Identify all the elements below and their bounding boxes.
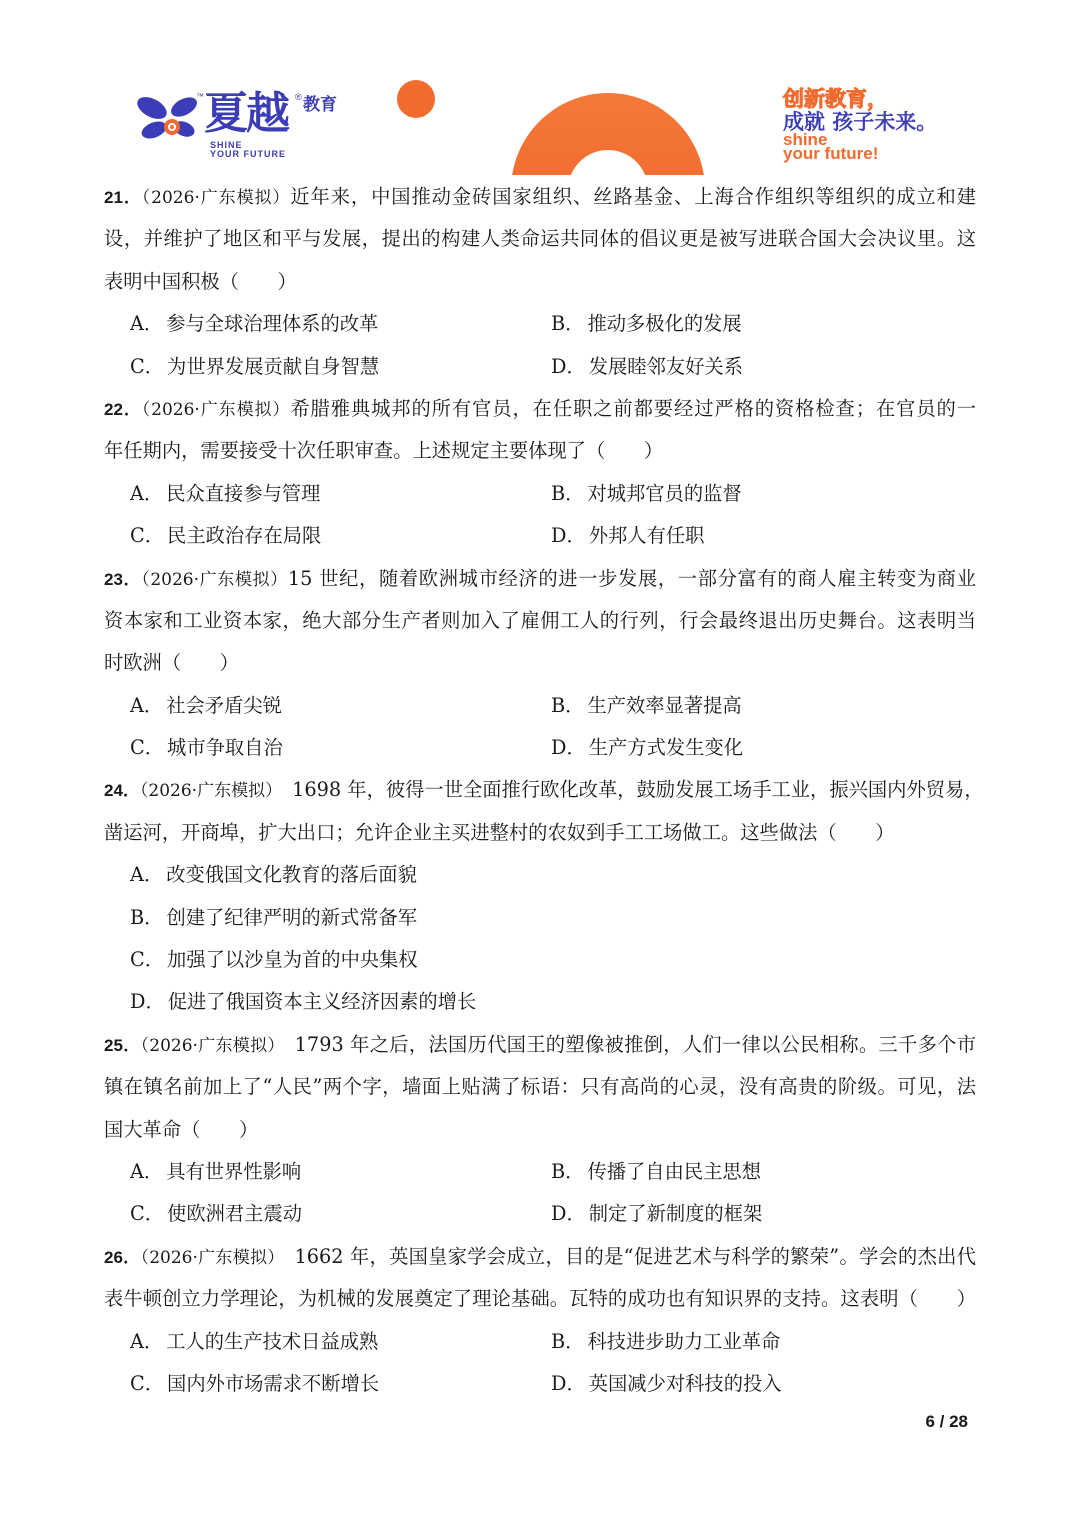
- option-label: C．: [130, 948, 165, 972]
- option-label: A．: [130, 1159, 164, 1183]
- orange-arch-decoration: [505, 90, 715, 180]
- slogan-line-1: 创新教育，: [783, 87, 888, 111]
- option-label: B．: [130, 905, 164, 929]
- option-a: [130, 1151, 551, 1193]
- option-text: 科技进步助力工业革命: [587, 1329, 781, 1353]
- option-label: A．: [130, 312, 164, 336]
- question-source: （2026·广东模拟）: [139, 781, 283, 802]
- option-text: 改变俄国文化教育的落后面貌: [166, 863, 417, 887]
- slogan-line-2: 成就 孩子未来。: [783, 110, 938, 134]
- option-text: 参与全球治理体系的改革: [166, 312, 379, 336]
- question-23: [104, 558, 976, 770]
- option-b: [551, 1151, 972, 1193]
- question-line: 国大革命（ ）: [104, 1117, 259, 1141]
- option-label: D．: [551, 524, 586, 548]
- option-label: B．: [551, 1159, 585, 1183]
- option-c: [130, 346, 551, 388]
- option-text: 城市争取自治: [167, 736, 283, 760]
- question-text: 希腊雅典城邦的所有官员，在任职之前都要经过严格的资格检查；在官员的一: [290, 396, 976, 420]
- option-label: A．: [130, 1329, 164, 1353]
- option-text: 制定了新制度的框架: [588, 1202, 763, 1226]
- option-d: [551, 727, 972, 769]
- option-list: [104, 1151, 976, 1236]
- option-label: C．: [130, 736, 165, 760]
- option-label: B．: [551, 1329, 585, 1353]
- option-text: 推动多极化的发展: [587, 312, 742, 336]
- option-text: 使欧洲君主震动: [167, 1202, 303, 1226]
- question-source: （2026·广东模拟）: [141, 188, 291, 208]
- option-text: 英国减少对科技的投入: [588, 1371, 782, 1395]
- option-a: [130, 1321, 551, 1363]
- question-line: [104, 388, 976, 430]
- option-label: C．: [130, 354, 165, 378]
- option-b: [130, 897, 976, 939]
- brand-suffix: 教育: [303, 95, 337, 115]
- question-number: 25．: [104, 1035, 141, 1055]
- question-21: [104, 176, 976, 388]
- option-b: [551, 685, 972, 727]
- option-text: 国内外市场需求不断增长: [167, 1371, 380, 1395]
- page-number: 6 / 28: [925, 1412, 968, 1431]
- option-text: 创建了纪律严明的新式常备军: [166, 905, 418, 929]
- question-number: 21．: [104, 188, 142, 207]
- option-list: [104, 473, 976, 558]
- question-number: 22．: [104, 399, 142, 419]
- question-text: 15 世纪，随着欧洲城市经济的进一步发展，一部分富有的商人雇主转变为商业: [287, 566, 976, 590]
- option-list: [104, 685, 976, 770]
- option-text: 具有世界性影响: [166, 1159, 302, 1183]
- option-d: [551, 515, 972, 557]
- option-text: 民主政治存在局限: [167, 524, 322, 548]
- orange-dot-decoration: [397, 80, 435, 118]
- option-label: B．: [551, 693, 585, 717]
- option-d: [551, 1363, 972, 1405]
- option-text: 传播了自由民主思想: [587, 1159, 761, 1183]
- option-label: A．: [130, 481, 164, 505]
- option-label: D．: [551, 354, 586, 378]
- question-24: [104, 769, 984, 1023]
- question-text: 1698 年，彼得一世全面推行欧化改革，鼓励发展工场手工业，振兴国内外贸易，: [292, 778, 984, 802]
- question-source: （2026·广东模拟）: [141, 569, 288, 590]
- option-c: [130, 939, 976, 981]
- option-text: 工人的生产技术日益成熟: [166, 1329, 379, 1353]
- question-line: [104, 176, 976, 218]
- brand-tagline-1: SHINE: [210, 140, 243, 150]
- registered-mark: ®: [295, 92, 302, 102]
- option-label: D．: [130, 990, 165, 1014]
- question-line: [104, 558, 976, 600]
- option-text: 社会矛盾尖锐: [166, 693, 282, 717]
- question-source: （2026·广东模拟）: [140, 1035, 285, 1056]
- question-line: 时欧洲（ ）: [104, 651, 239, 675]
- page-header: [0, 0, 1080, 176]
- option-label: A．: [130, 863, 164, 887]
- option-d: [551, 346, 972, 388]
- option-label: C．: [130, 524, 165, 548]
- option-list: [104, 1321, 976, 1406]
- question-list: [104, 176, 984, 1405]
- option-c: [130, 515, 551, 557]
- option-a: [130, 473, 551, 515]
- option-text: 生产效率显著提高: [587, 693, 742, 717]
- option-a: [130, 854, 976, 896]
- question-number: 26．: [104, 1247, 141, 1267]
- option-text: 促进了俄国资本主义经济因素的增长: [167, 990, 477, 1014]
- question-line: [104, 769, 984, 811]
- option-b: [551, 1321, 972, 1363]
- question-line: [104, 1236, 976, 1278]
- option-a: [130, 303, 551, 345]
- question-line: 表明中国积极（ ）: [104, 269, 297, 293]
- option-c: [130, 1193, 551, 1235]
- question-source: （2026·广东模拟）: [141, 399, 291, 420]
- option-label: C．: [130, 1202, 165, 1226]
- option-list: [104, 303, 976, 388]
- option-d: [130, 981, 976, 1023]
- option-text: 为世界发展贡献自身智慧: [167, 354, 380, 378]
- option-d: [551, 1193, 972, 1235]
- question-text: 1793 年之后，法国历代国王的塑像被推倒，人们一律以公民相称。三千多个市: [294, 1032, 976, 1056]
- option-c: [130, 727, 551, 769]
- slogan-line-4: your future!: [783, 144, 879, 163]
- option-text: 发展睦邻友好关系: [588, 354, 743, 378]
- question-number: 24．: [104, 781, 140, 801]
- slogan-line-3: shine: [783, 130, 828, 149]
- question-22: [104, 388, 976, 558]
- option-list: [104, 854, 976, 1024]
- question-line: 镇在镇名前加上了“人民”两个字，墙面上贴满了标语：只有高尚的心灵，没有高贵的阶级。可见，法: [104, 1075, 976, 1099]
- butterfly-logo-icon: [134, 95, 202, 143]
- option-text: 对城邦官员的监督: [587, 481, 742, 505]
- option-label: D．: [551, 736, 586, 760]
- option-text: 加强了以沙皇为首的中央集权: [167, 948, 418, 972]
- question-25: [104, 1024, 976, 1236]
- question-line: 设，并维护了地区和平与发展，提出的构建人类命运共同体的倡议更是被写进联合国大会决议里。这: [104, 227, 976, 251]
- option-label: C．: [130, 1371, 165, 1395]
- question-line: 资本家和工业资本家，绝大部分生产者则加入了雇佣工人的行列，行会最终退出历史舞台。这表明当: [104, 608, 976, 632]
- option-b: [551, 473, 972, 515]
- option-text: 生产方式发生变化: [588, 736, 743, 760]
- question-line: 表牛顿创立力学理论，为机械的发展奠定了理论基础。瓦特的成功也有知识界的支持。这表明（ ）: [104, 1287, 976, 1311]
- question-text: 近年来，中国推动金砖国家组织、丝路基金、上海合作组织等组织的成立和建: [290, 185, 976, 208]
- question-line: 年任期内，需要接受十次任职审查。上述规定主要体现了（ ）: [104, 439, 664, 463]
- question-line: [104, 1024, 976, 1066]
- option-label: B．: [551, 481, 585, 505]
- option-label: D．: [551, 1371, 586, 1395]
- question-line: 凿运河，开商埠，扩大出口；允许企业主买进整村的农奴到手工工场做工。这些做法（ ）: [104, 820, 895, 844]
- question-source: （2026·广东模拟）: [140, 1247, 285, 1268]
- option-a: [130, 685, 551, 727]
- question-number: 23．: [104, 569, 142, 589]
- brand-tagline-2: YOUR FUTURE: [210, 149, 286, 159]
- brand-name: 夏越: [204, 88, 288, 139]
- question-26: [104, 1236, 976, 1406]
- question-text: 1662 年，英国皇家学会成立，目的是“促进艺术与科学的繁荣”。学会的杰出代: [294, 1244, 976, 1268]
- trademark-mark: ™: [196, 92, 204, 101]
- option-c: [130, 1363, 551, 1405]
- option-text: 外邦人有任职: [588, 524, 705, 548]
- option-label: B．: [551, 312, 585, 336]
- option-label: D．: [551, 1202, 586, 1226]
- option-label: A．: [130, 693, 164, 717]
- option-b: [551, 303, 972, 345]
- option-text: 民众直接参与管理: [166, 481, 321, 505]
